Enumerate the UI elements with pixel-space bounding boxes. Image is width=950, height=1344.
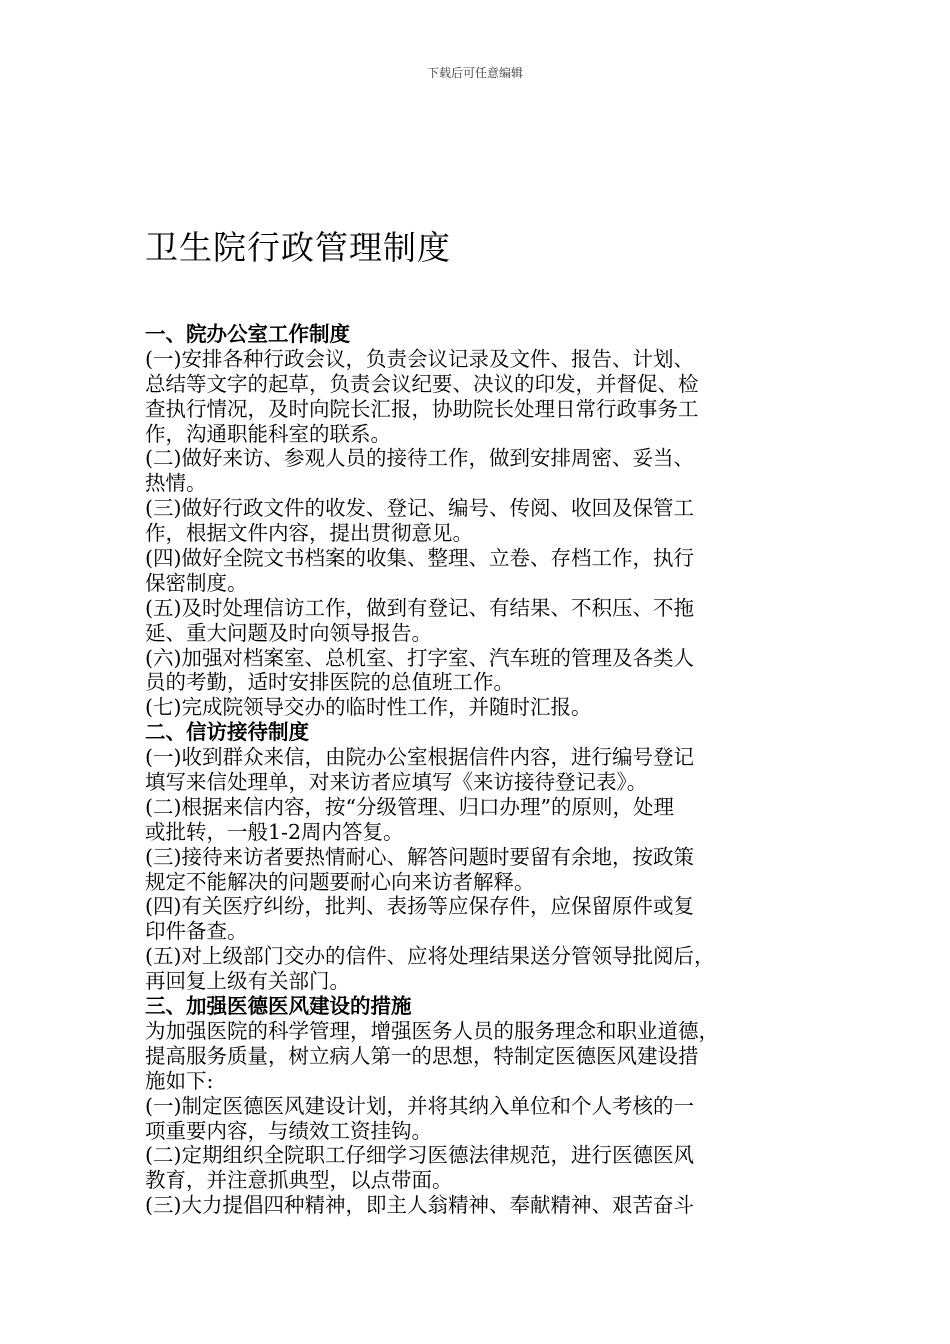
body-line: 为加强医院的科学管理，增强医务人员的服务理念和职业道德， <box>145 1018 719 1043</box>
body-line: 总结等文字的起草，负责会议纪要、决议的印发，并督促、检 <box>145 371 699 396</box>
section-heading: 一、院办公室工作制度 <box>145 322 350 346</box>
body-line: 施如下: <box>145 1068 214 1093</box>
body-line: (二)根据来信内容，按“分级管理、归口办理”的原则，处理 <box>145 794 674 819</box>
body-line: 热情。 <box>145 471 207 496</box>
body-line: 项重要内容，与绩效工资挂钩。 <box>145 1118 432 1143</box>
body-line: (一)收到群众来信，由院办公室根据信件内容，进行编号登记 <box>145 745 694 770</box>
body-line: 保密制度。 <box>145 570 248 595</box>
section-heading: 三、加强医德医风建设的措施 <box>145 994 412 1019</box>
body-line: (五)对上级部门交办的信件、应将处理结果送分管领导批阅后， <box>145 944 715 969</box>
body-line: 查执行情况，及时向院长汇报，协助院长处理日常行政事务工 <box>145 396 699 421</box>
body-line: (五)及时处理信访工作，做到有登记、有结果、不积压、不拖 <box>145 595 694 620</box>
body-line: 填写来信处理单，对来访者应填写《来访接待登记表》。 <box>145 770 648 795</box>
body-line: (四)做好全院文书档案的收集、整理、立卷、存档工作，执行 <box>145 546 694 571</box>
body-line: (三)大力提倡四种精神，即主人翁精神、奉献精神、艰苦奋斗 <box>145 1193 694 1218</box>
body-line: 或批转，一般1-2周内答复。 <box>145 819 404 844</box>
body-line: 教育，并注意抓典型，以点带面。 <box>145 1168 453 1193</box>
body-line: 延、重大问题及时向领导报告。 <box>145 620 432 645</box>
body-line: 提高服务质量，树立病人第一的思想，特制定医德医风建设措 <box>145 1043 699 1068</box>
body-line: (二)定期组织全院职工仔细学习医德法律规范，进行医德医风 <box>145 1143 694 1168</box>
document-body <box>145 322 815 1218</box>
body-line: 员的考勤，适时安排医院的总值班工作。 <box>145 670 514 695</box>
body-line: (六)加强对档案室、总机室、打字室、汽车班的管理及各类人 <box>145 645 694 670</box>
body-line: (二)做好来访、参观人员的接待工作，做到安排周密、妥当、 <box>145 446 694 471</box>
body-line: 再回复上级有关部门。 <box>145 969 350 994</box>
body-line: 作，根据文件内容，提出贯彻意见。 <box>145 521 473 546</box>
section-heading: 二、信访接待制度 <box>145 720 309 745</box>
document-title: 卫生院行政管理制度 <box>145 228 451 267</box>
page-header-note: 下载后可任意编辑 <box>426 66 523 80</box>
body-line: (一)制定医德医风建设计划，并将其纳入单位和个人考核的一 <box>145 1093 694 1118</box>
body-line: (四)有关医疗纠纷，批判、表扬等应保存件，应保留原件或复 <box>145 894 694 919</box>
body-line: (三)做好行政文件的收发、登记、编号、传阅、收回及保管工 <box>145 496 694 521</box>
body-line: (一)安排各种行政会议，负责会议记录及文件、报告、计划、 <box>145 346 694 371</box>
body-line: 规定不能解决的问题要耐心向来访者解释。 <box>145 869 535 894</box>
body-line: (七)完成院领导交办的临时性工作，并随时汇报。 <box>145 695 592 720</box>
body-line: 作，沟通职能科室的联系。 <box>145 421 391 446</box>
body-line: 印件备查。 <box>145 919 248 944</box>
body-line: (三)接待来访者要热情耐心、解答问题时要留有余地，按政策 <box>145 844 694 869</box>
